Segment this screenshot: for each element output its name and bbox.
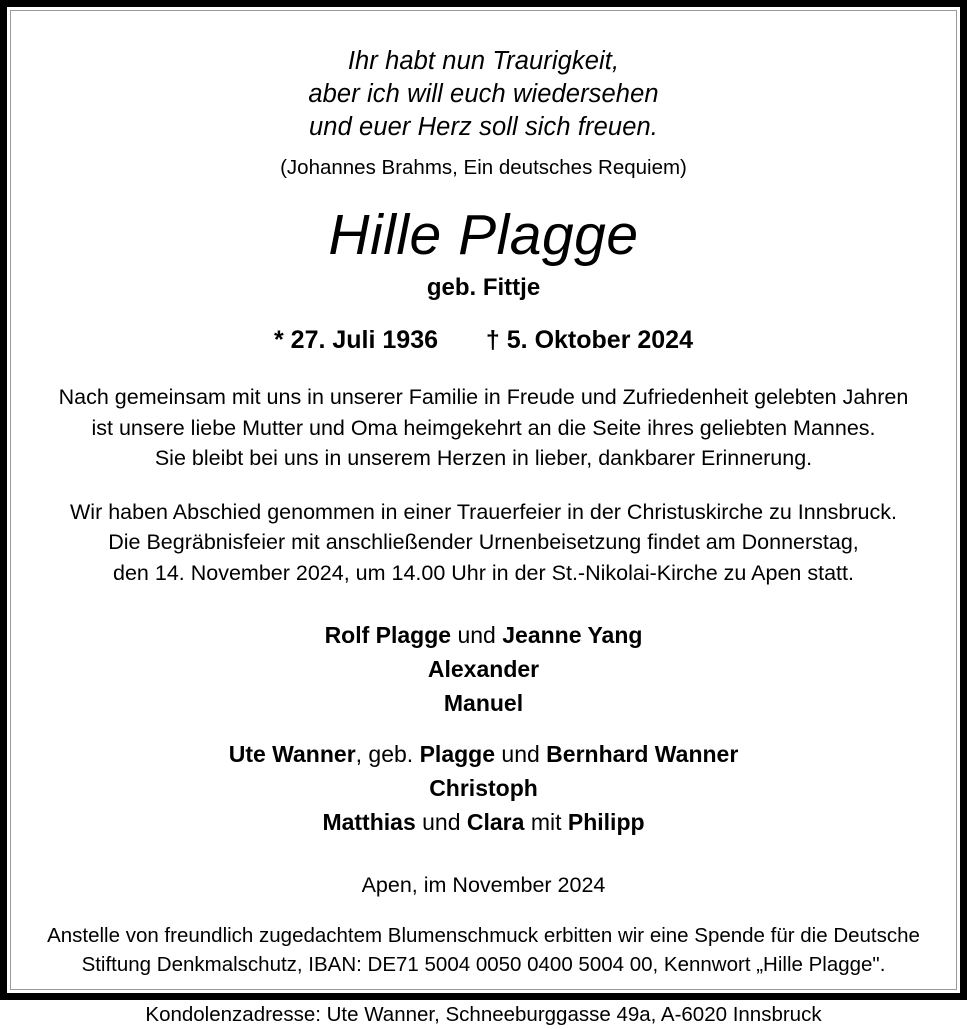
memorial-p1-line-2: ist unsere liebe Mutter und Oma heimgekehrt an die Seite ihres geliebten Mannes. — [91, 415, 876, 440]
birth-date: * 27. Juli 1936 — [274, 326, 439, 354]
deceased-maiden-name: geb. Fittje — [426, 274, 541, 301]
obituary-content — [10, 10, 957, 1026]
deceased-name: Hille Plagge — [328, 203, 639, 267]
survivor-maiden-prefix: , geb. — [355, 741, 420, 767]
survivor-name: Manuel — [443, 690, 524, 716]
survivor-conjunction: und — [451, 622, 503, 648]
survivor-name: Bernhard Wanner — [546, 741, 739, 767]
epitaph-quote — [37, 45, 930, 144]
survivor-name: Christoph — [429, 775, 538, 801]
survivor-name: Clara — [466, 809, 525, 835]
survivor-line — [37, 652, 930, 686]
survivor-line — [37, 771, 930, 805]
survivor-group-2 — [37, 737, 930, 839]
survivor-line — [37, 618, 930, 652]
condolence-address: Kondolenzadresse: Ute Wanner, Schneeburggasse 49a, A-6020 Innsbruck — [145, 1003, 822, 1026]
survivor-line — [37, 737, 930, 771]
survivor-name: Matthias — [322, 809, 416, 835]
memorial-p2-line-2: Die Begräbnisfeier mit anschließender Urnenbeisetzung findet am Donnerstag, — [108, 530, 859, 554]
survivor-preposition: mit — [524, 809, 568, 835]
quote-line-2: aber ich will euch wiedersehen — [308, 80, 659, 108]
survivor-group-1 — [37, 618, 930, 720]
life-dates — [37, 324, 930, 356]
death-date: † 5. Oktober 2024 — [485, 326, 693, 354]
quote-line-1: Ihr habt nun Traurigkeit, — [347, 47, 620, 75]
survivor-name: Ute Wanner — [228, 741, 356, 767]
survivor-name: Philipp — [567, 809, 645, 835]
place-and-date: Apen, im November 2024 — [361, 873, 606, 897]
survivor-maiden-name: Plagge — [419, 741, 496, 767]
survivor-name: Rolf Plagge — [324, 622, 452, 648]
survivor-line — [37, 686, 930, 720]
survivor-name: Jeanne Yang — [502, 622, 643, 648]
quote-line-3: und euer Herz soll sich freuen. — [309, 113, 658, 141]
memorial-paragraph-1 — [37, 382, 930, 474]
memorial-p2-line-3: den 14. November 2024, um 14.00 Uhr in der St.-Nikolai-Kirche zu Apen statt. — [113, 560, 854, 585]
survivor-name: Alexander — [427, 656, 540, 682]
survivor-conjunction: und — [415, 809, 467, 835]
quote-attribution: (Johannes Brahms, Ein deutsches Requiem) — [280, 156, 687, 179]
memorial-paragraph-2 — [37, 497, 930, 589]
survivors-list — [37, 618, 930, 839]
donation-line-1: Anstelle von freundlich zugedachtem Blumenschmuck erbitten wir eine Spende für die Deutsche — [47, 924, 920, 947]
survivor-conjunction: und — [495, 741, 547, 767]
memorial-p2-line-1: Wir haben Abschied genommen in einer Trauerfeier in der Christuskirche zu Innsbruck. — [70, 499, 897, 524]
memorial-p1-line-3: Sie bleibt bei uns in unserem Herzen in lieber, dankbarer Erinnerung. — [154, 446, 813, 470]
donation-request — [37, 921, 930, 979]
donation-line-2: Stiftung Denkmalschutz, IBAN: DE71 5004 0050 0400 5004 00, Kennwort „Hille Plagge". — [81, 953, 886, 976]
memorial-p1-line-1: Nach gemeinsam mit uns in unserer Familie in Freude und Zufriedenheit gelebten Jahren — [58, 385, 909, 409]
survivor-line — [37, 805, 930, 839]
